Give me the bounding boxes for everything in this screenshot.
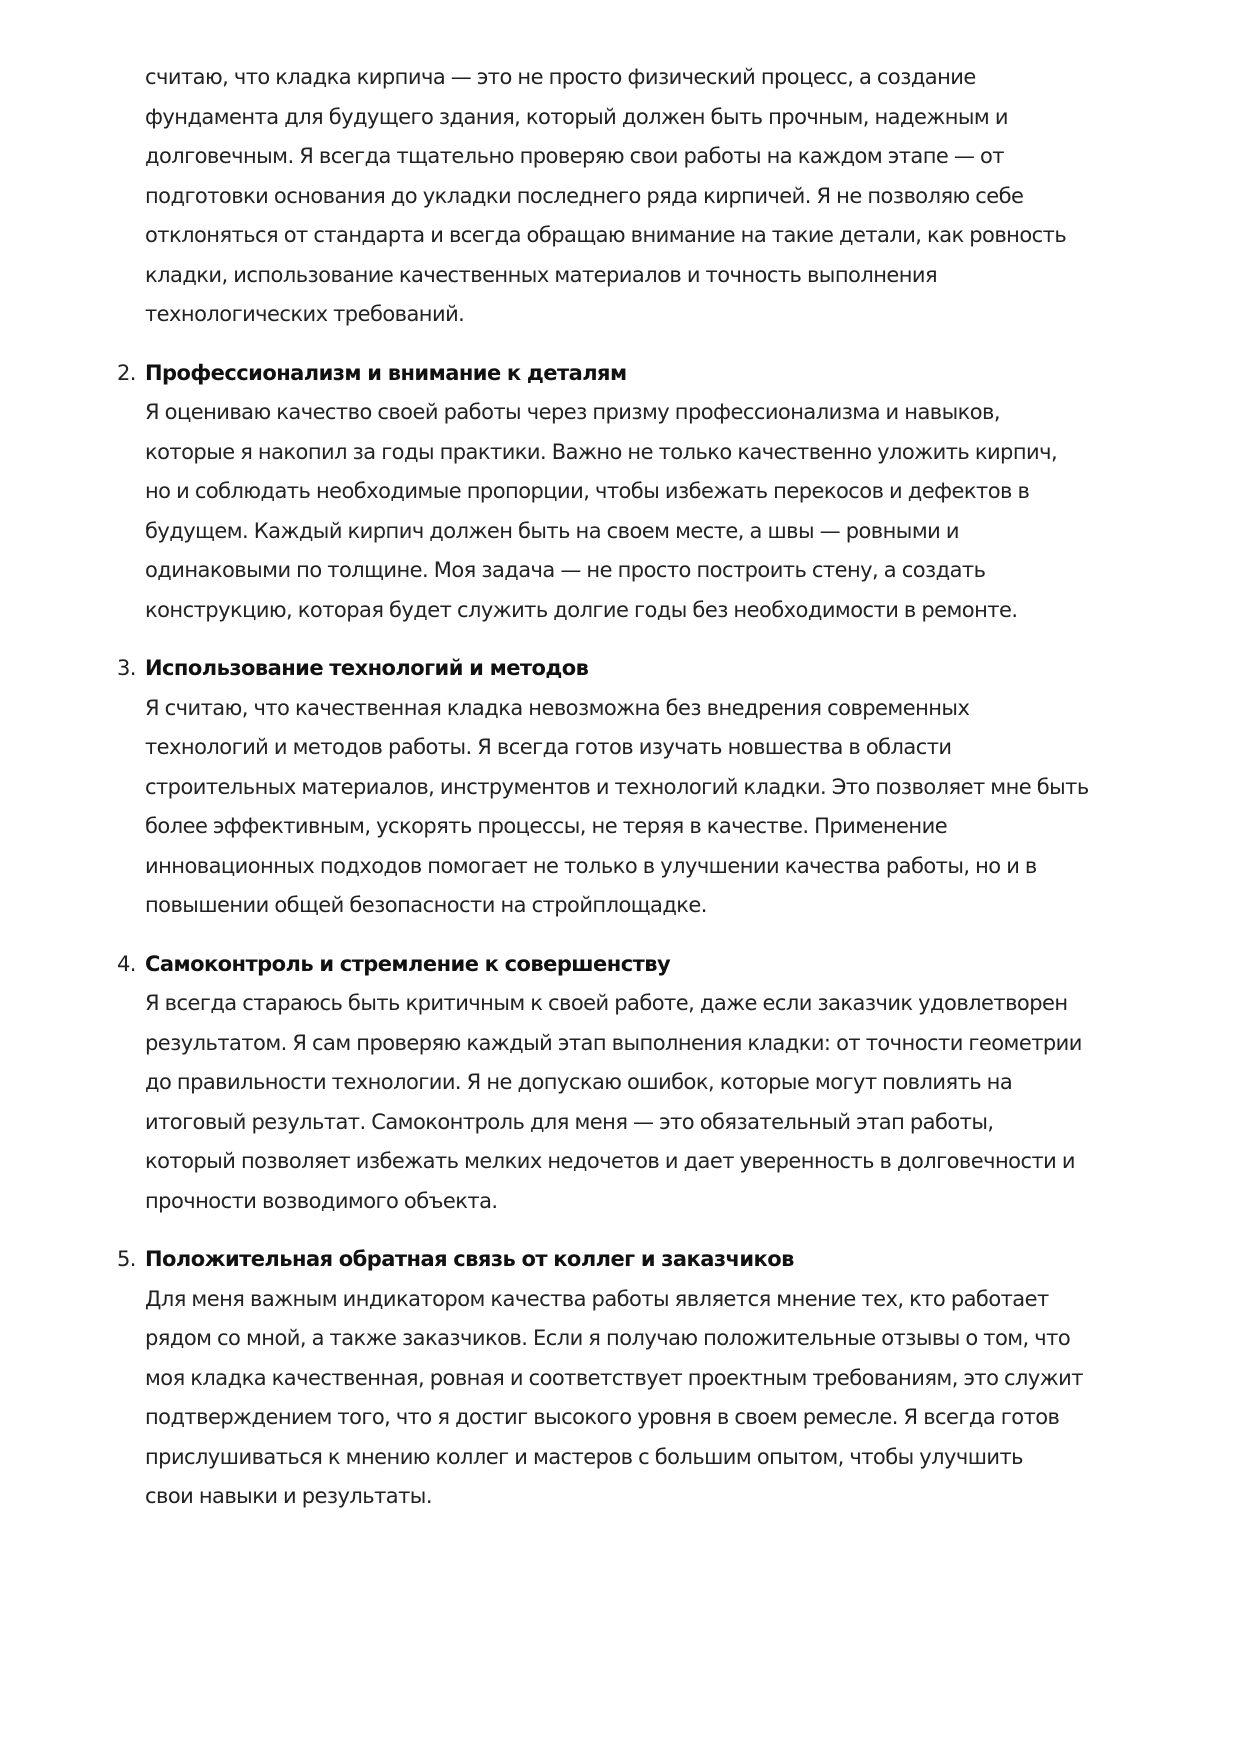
text-line: инновационных подходов помогает не только в улучшении качества работы, но и в — [145, 853, 1037, 878]
list-item-title: Самоконтроль и стремление к совершенству — [145, 951, 671, 976]
text-line: до правильности технологии. Я не допускаю ошибок, которые могут повлиять на — [145, 1070, 1013, 1094]
list-item-body — [145, 393, 1155, 630]
text-line: строительных материалов, инструментов и технологий кладки. Это позволяет мне быть — [145, 774, 1089, 799]
text-line: свои навыки и результаты. — [145, 1484, 432, 1508]
text-line: Для меня важным индикатором качества работы является мнение тех, кто работает — [145, 1286, 1049, 1311]
text-line: которые я накопил за годы практики. Важно не только качественно уложить кирпич, — [145, 439, 1058, 464]
text-line: Я всегда стараюсь быть критичным к своей работе, даже если заказчик удовлетворен — [145, 991, 1068, 1015]
text-line: долговечным. Я всегда тщательно проверяю свои работы на каждом этапе — от — [145, 144, 1004, 168]
list-item-body — [145, 984, 1155, 1221]
document-page — [117, 58, 1155, 1517]
list-item-number: 4. — [117, 951, 136, 976]
intro-paragraph — [145, 58, 1155, 335]
list-item-number: 5. — [117, 1247, 136, 1271]
text-line: моя кладка качественная, ровная и соответствует проектным требованиям, это служит — [145, 1365, 1083, 1390]
text-line: более эффективным, ускорять процессы, не теряя в качестве. Применение — [145, 814, 948, 838]
text-line: подготовки основания до укладки последнего ряда кирпичей. Я не позволяю себе — [145, 183, 1024, 208]
list-item-body — [145, 689, 1155, 926]
text-line: считаю, что кладка кирпича — это не просто физический процесс, а создание — [145, 65, 976, 89]
text-line: отклоняться от стандарта и всегда обращаю внимание на такие детали, как ровность — [145, 223, 1067, 247]
numbered-list — [117, 354, 1155, 1517]
text-line: итоговый результат. Самоконтроль для меня — это обязательный этап работы, — [145, 1109, 994, 1134]
text-line: фундамента для будущего здания, который должен быть прочным, надежным и — [145, 104, 1008, 129]
text-line: прислушиваться к мнению коллег и мастеров с большим опытом, чтобы улучшить — [145, 1444, 1024, 1469]
text-line: повышении общей безопасности на стройплощадке. — [145, 893, 707, 917]
text-line: конструкцию, которая будет служить долгие годы без необходимости в ремонте. — [145, 597, 1018, 622]
list-item-number: 3. — [117, 656, 136, 680]
text-line: одинаковыми по толщине. Моя задача — не просто построить стену, а создать — [145, 558, 986, 582]
list-item-title: Положительная обратная связь от коллег и заказчиков — [145, 1247, 794, 1271]
text-line: технологий и методов работы. Я всегда готов изучать новшества в области — [145, 735, 952, 759]
text-line: который позволяет избежать мелких недочетов и дает уверенность в долговечности и — [145, 1149, 1075, 1173]
list-item — [117, 945, 1155, 1222]
list-item-number: 2. — [117, 360, 136, 385]
text-line: результатом. Я сам проверяю каждый этап выполнения кладки: от точности геометрии — [145, 1030, 1082, 1055]
text-line: но и соблюдать необходимые пропорции, чтобы избежать перекосов и дефектов в — [145, 479, 1030, 503]
text-line: подтверждением того, что я достиг высокого уровня в своем ремесле. Я всегда готов — [145, 1405, 1060, 1429]
text-line: рядом со мной, а также заказчиков. Если я получаю положительные отзывы о том, что — [145, 1326, 1071, 1350]
list-item — [117, 354, 1155, 631]
list-item — [117, 649, 1155, 926]
list-item-title: Использование технологий и методов — [145, 656, 589, 680]
text-line: Я считаю, что качественная кладка невозможна без внедрения современных — [145, 695, 970, 720]
text-line: будущем. Каждый кирпич должен быть на своем месте, а швы — ровными и — [145, 518, 959, 543]
list-item-body — [145, 1280, 1155, 1517]
text-line: прочности возводимого объекта. — [145, 1188, 498, 1213]
text-line: технологических требований. — [145, 302, 465, 326]
text-line: кладки, использование качественных материалов и точность выполнения — [145, 262, 938, 287]
list-item-title: Профессионализм и внимание к деталям — [145, 360, 627, 385]
text-line: Я оцениваю качество своей работы через призму профессионализма и навыков, — [145, 400, 1001, 424]
list-item — [117, 1240, 1155, 1517]
